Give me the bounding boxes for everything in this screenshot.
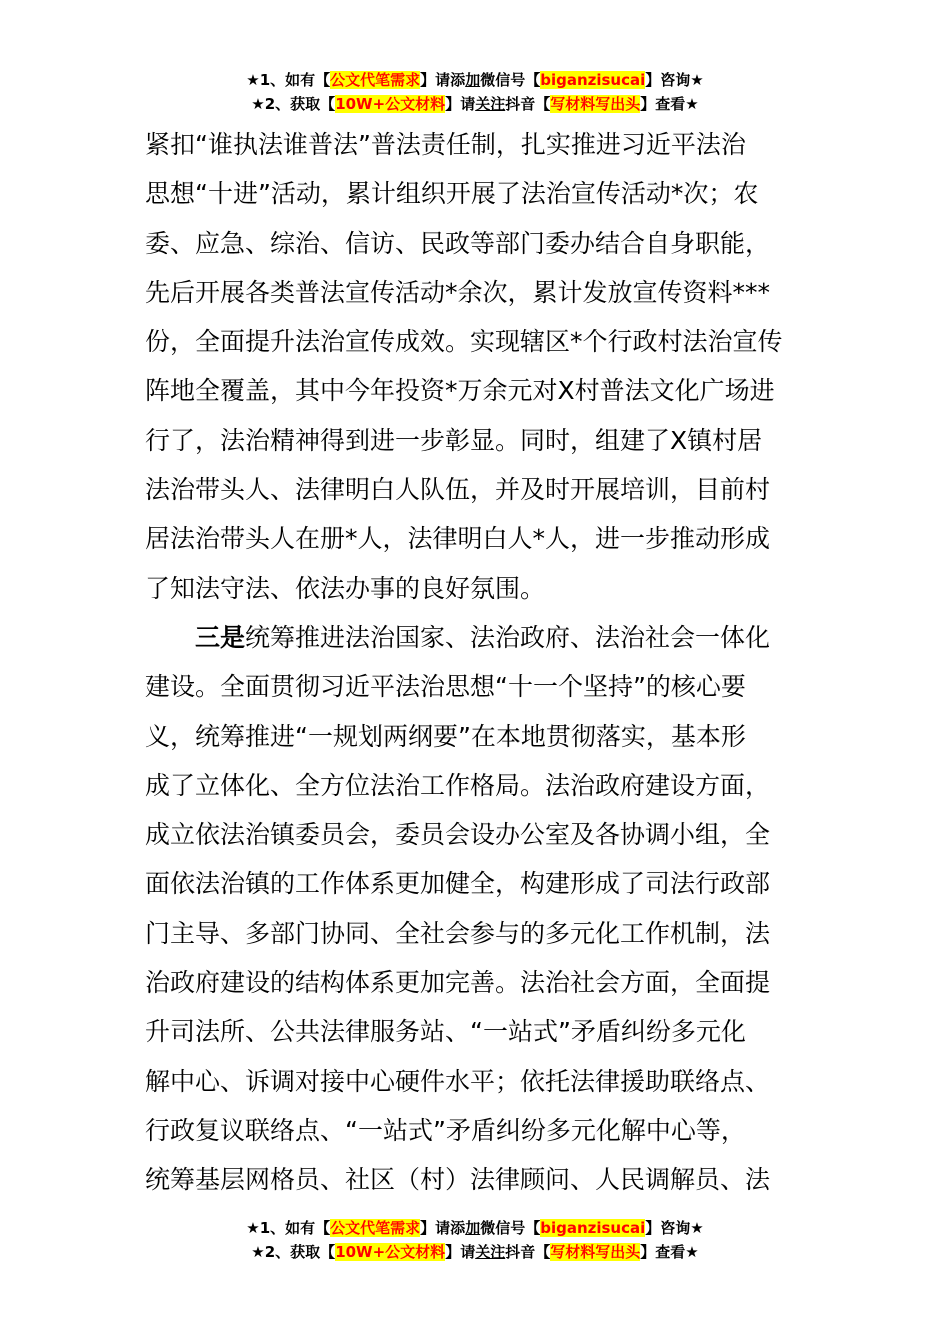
body-line: 委、应急、综治、信访、民政等部门委办结合自身职能， [145,228,771,258]
header-banner [0,68,950,116]
banner-line-2: ★2、获取【10W+公文材料】请关注抖音【写材料写出头】查看★ [251,95,699,113]
highlight-wechat-id: biganzisucai [540,71,646,89]
body-line: 门主导、多部门协同、全社会参与的多元化工作机制，法 [145,918,771,948]
body-line: 法治带头人、法律明白人队伍，并及时开展培训，目前村 [145,475,771,505]
body-line: 行政复议联络点、“一站式”矛盾纠纷多元化解中心等， [145,1115,746,1145]
highlight-materials: 10W+公文材料 [335,95,446,113]
body-line: 面依法治镇的工作体系更加健全，构建形成了司法行政部 [145,869,771,899]
body-line: 治政府建设的结构体系更加完善。法治社会方面，全面提 [145,968,771,998]
body-line: 紧扣“谁执法谁普法”普法责任制，扎实推进习近平法治 [145,130,746,159]
body-line: 了知法守法、依法办事的良好氛围。 [145,573,546,603]
paragraph-2-first-line: 三是统筹推进法治国家、法治政府、法治社会一体化 [195,622,771,652]
banner-line-1: ★1、如有【公文代笔需求】请添加微信号【biganzisucai】咨询★ [246,71,704,89]
footer-banner [0,1216,950,1264]
highlight-douyin: 写材料写出头 [550,95,641,113]
highlight-service: 公文代笔需求 [330,71,421,89]
highlight-douyin: 写材料写出头 [550,1243,641,1261]
highlight-materials: 10W+公文材料 [335,1243,446,1261]
body-line: 解中心、诉调对接中心硬件水平；依托法律援助联络点、 [145,1066,771,1096]
body-line: 统筹基层网格员、社区（村）法律顾问、人民调解员、法 [145,1165,771,1195]
highlight-wechat-id: biganzisucai [540,1219,646,1237]
paragraph-lead: 三是 [195,622,246,652]
body-line: 份，全面提升法治宣传成效。实现辖区*个行政村法治宣传 [145,327,783,357]
body-line: 思想“十进”活动，累计组织开展了法治宣传活动*次；农 [145,179,759,209]
banner-line-2: ★2、获取【10W+公文材料】请关注抖音【写材料写出头】查看★ [251,1243,699,1261]
body-line: 成立依法治镇委员会，委员会设办公室及各协调小组，全 [145,820,771,850]
body-line: 成了立体化、全方位法治工作格局。法治政府建设方面， [145,770,771,800]
body-line: 先后开展各类普法宣传活动*余次，累计发放宣传资料*** [145,277,771,307]
body-line: 阵地全覆盖，其中今年投资*万余元对X村普法文化广场进 [145,376,775,406]
body-line: 义，统筹推进“一规划两纲要”在本地贯彻落实，基本形 [145,721,746,751]
banner-line-1: ★1、如有【公文代笔需求】请添加微信号【biganzisucai】咨询★ [246,1219,704,1237]
body-line: 升司法所、公共法律服务站、“一站式”矛盾纠纷多元化 [145,1017,746,1047]
body-line: 建设。全面贯彻习近平法治思想“十一个坚持”的核心要 [145,672,746,702]
highlight-service: 公文代笔需求 [330,1219,421,1237]
body-line: 行了，法治精神得到进一步彰显。同时，组建了X镇村居 [145,425,763,455]
body-line: 居法治带头人在册*人，法律明白人*人，进一步推动形成 [145,524,771,554]
document-body [145,120,805,1205]
